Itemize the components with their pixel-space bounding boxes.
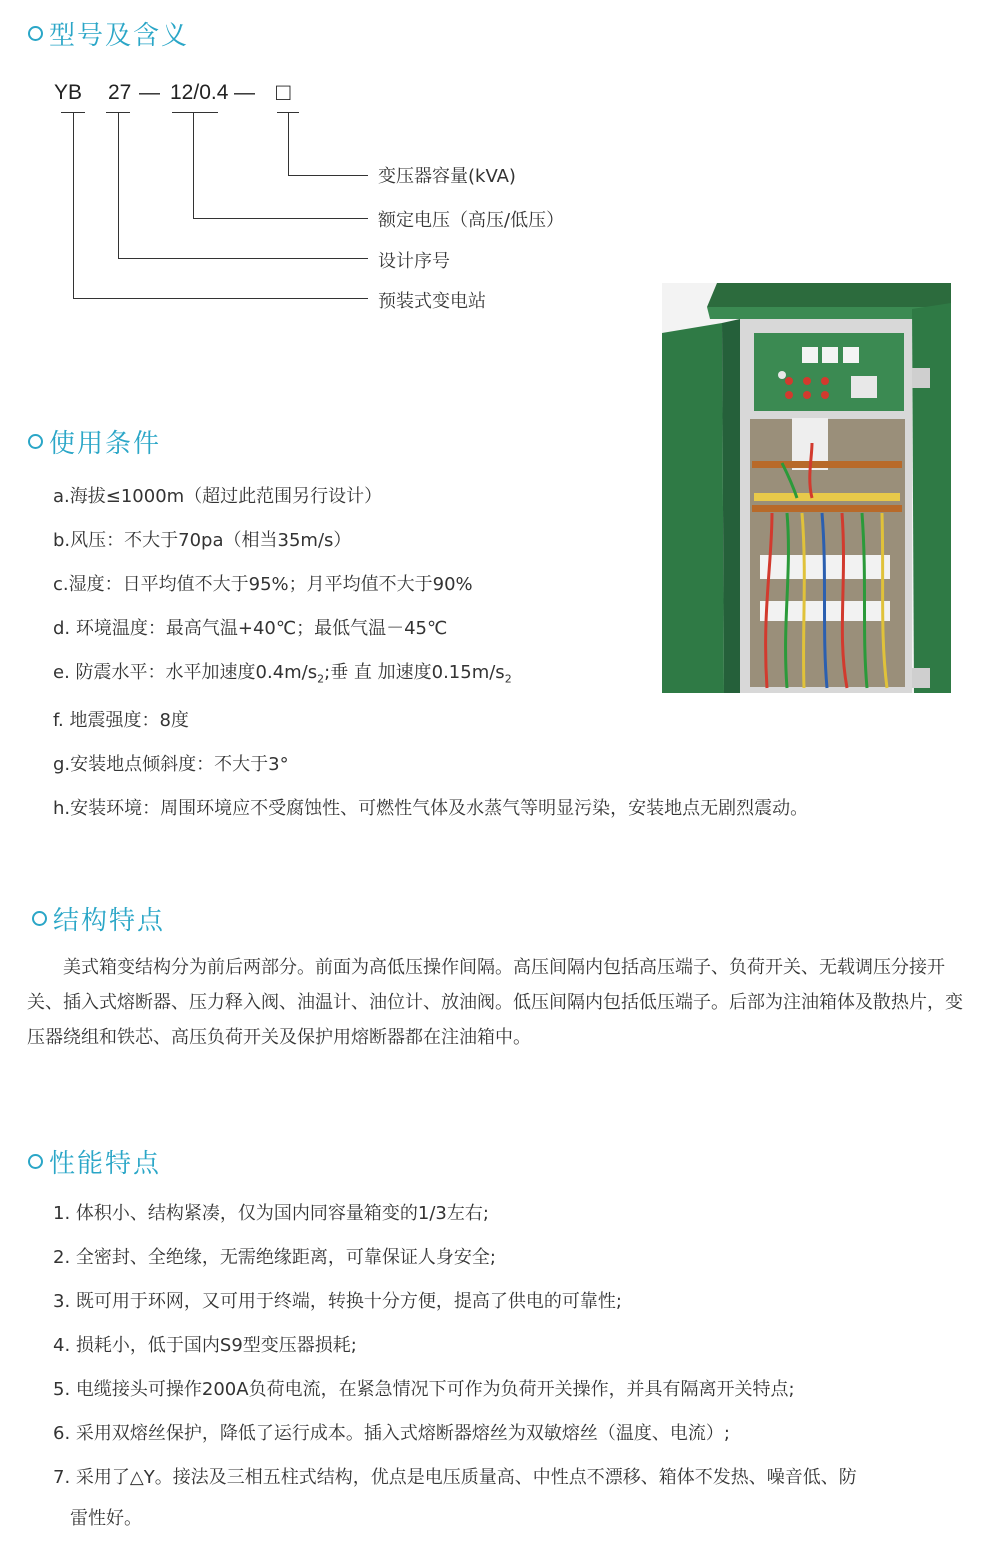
performance-item: 3. 既可用于环网，又可用于终端，转换十分方便，提高了供电的可靠性; (53, 1291, 622, 1312)
condition-altitude: a.海拔≤1000m（超过此范围另行设计） (53, 486, 383, 507)
performance-item: 1. 体积小、结构紧凑，仅为国内同容量箱变的1/3左右; (53, 1203, 489, 1224)
condition-inclination: g.安装地点倾斜度：不大于3° (53, 754, 289, 775)
section-title-conditions: 使用条件 (28, 423, 161, 460)
performance-item: 2. 全密封、全绝缘，无需绝缘距离，可靠保证人身安全; (53, 1247, 496, 1268)
performance-item: 4. 损耗小，低于国内S9型变压器损耗; (53, 1335, 357, 1356)
condition-environment: h.安装环境：周围环境应不受腐蚀性、可燃性气体及水蒸气等明显污染，安装地点无剧烈震动。 (53, 798, 809, 819)
model-code-27: 27 (108, 81, 132, 104)
circle-bullet-icon (32, 911, 47, 926)
legend-capacity: 变压器容量(kVA) (378, 166, 516, 187)
leader-line (73, 112, 74, 299)
leader-line (73, 298, 368, 299)
circle-bullet-icon (28, 434, 43, 449)
condition-wind-pressure: b.风压：不大于70pa（相当35m/s） (53, 530, 352, 551)
model-code-dash: — (234, 81, 255, 104)
condition-seismic-level: e. 防震水平：水平加速度$0.4m/s_2$;垂 直 加速度$0.15m/s_2$ (53, 662, 512, 686)
condition-ambient-temperature: d. 环境温度：最高气温+40℃；最低气温－45℃ (53, 618, 448, 639)
circle-bullet-icon (28, 26, 43, 41)
legend-rated-voltage: 额定电压（高压/低压） (378, 210, 565, 231)
performance-item: 7. 采用了△Y。接法及三相五柱式结构，优点是电压质量高、中性点不漂移、箱体不发热、噪音低、防 (53, 1467, 857, 1488)
section-title-model: 型号及含义 (28, 15, 189, 52)
section-title-structure: 结构特点 (32, 900, 165, 937)
condition-humidity: c.湿度：日平均值不大于95%；月平均值不大于90% (53, 574, 473, 595)
leader-line (288, 112, 289, 176)
cabinet-illustration (662, 283, 951, 693)
model-code-voltage: 12/0.4 (170, 81, 229, 104)
leader-line (193, 218, 368, 219)
model-code-dash: — (139, 81, 160, 104)
performance-item: 5. 电缆接头可操作200A负荷电流，在紧急情况下可作为负荷开关操作，并具有隔离开关特点; (53, 1379, 795, 1400)
legend-design-serial: 设计序号 (378, 251, 450, 272)
performance-item-continuation: 雷性好。 (70, 1508, 142, 1529)
switchgear-cabinet-photo (662, 283, 951, 693)
leader-line (193, 112, 194, 219)
performance-item: 6. 采用双熔丝保护，降低了运行成本。插入式熔断器熔丝为双敏熔丝（温度、电流）; (53, 1423, 730, 1444)
model-code-box: □ (276, 79, 291, 106)
model-code-yb: YB (54, 81, 83, 104)
condition-earthquake-intensity: f. 地震强度：8度 (53, 710, 189, 731)
structure-paragraph: 美式箱变结构分为前后两部分。前面为高低压操作间隔。高压间隔内包括高压端子、负荷开关、无载调压分接开关、插入式熔断器、压力释入阀、油温计、油位计、放油阀。低压间隔内包括低压端子。后部为注油箱体及散热片，变压器绕组和铁芯、高压负荷开关及保护用熔断器都在注油箱中。 (27, 957, 963, 1048)
underline-voltage (172, 112, 218, 113)
leader-line (118, 258, 368, 259)
leader-line (288, 175, 368, 176)
legend-prefab-substation: 预装式变电站 (378, 291, 486, 312)
circle-bullet-icon (28, 1154, 43, 1169)
section-title-performance: 性能特点 (28, 1143, 161, 1180)
leader-line (118, 112, 119, 259)
